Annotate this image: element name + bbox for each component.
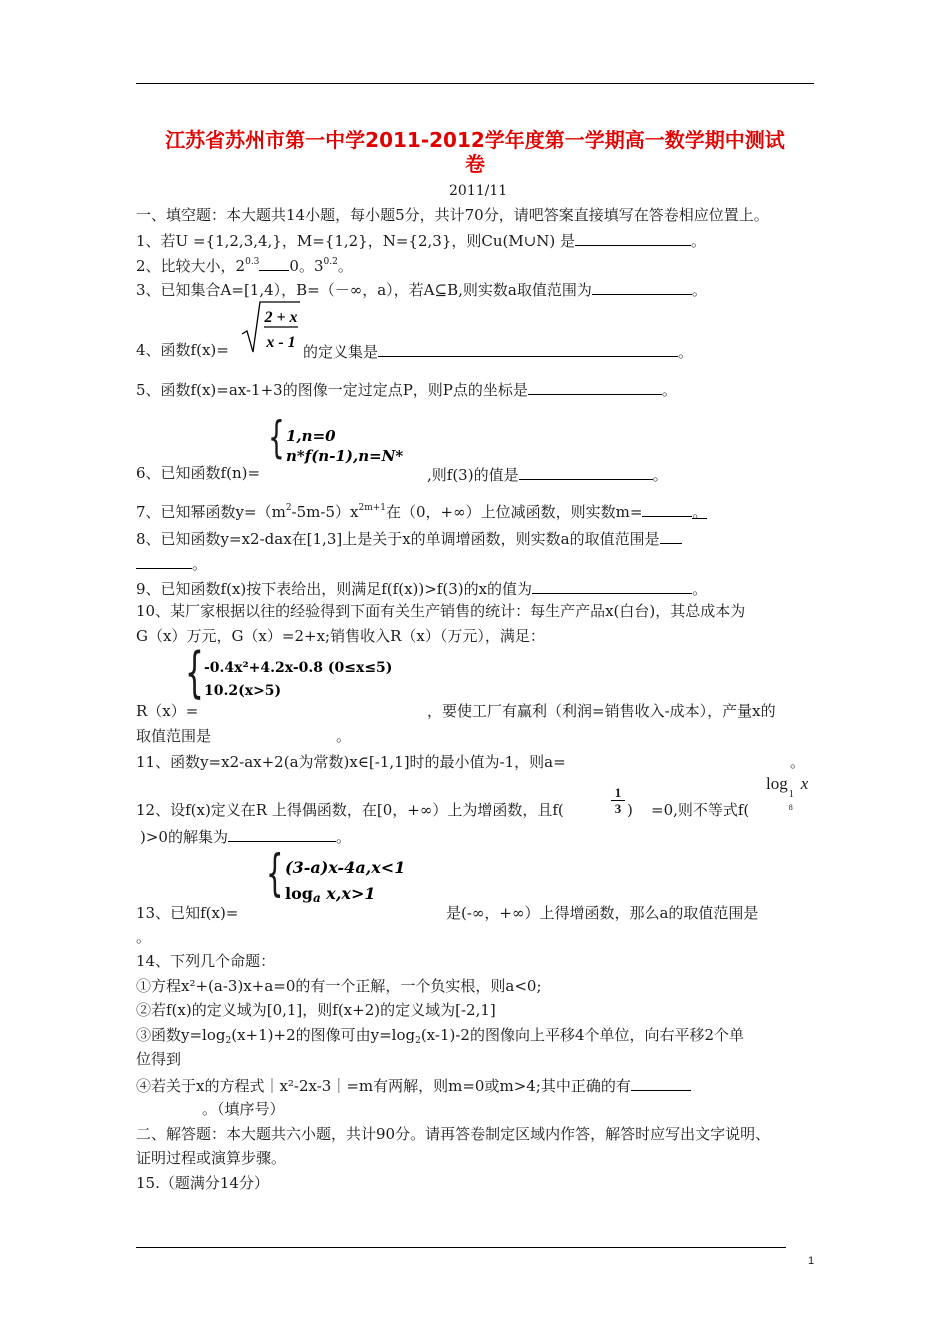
q5-text: 5、函数f(x)=ax-1+3的图像一定过定点P，则P点的坐标是 — [136, 381, 528, 399]
q12-close-paren: ) — [627, 801, 633, 819]
q12-log-var: x — [800, 774, 809, 793]
q2-part-b: 0。3 — [289, 257, 324, 275]
doc-title-line1: 江苏省苏州市第一中学2011-2012学年度第一学期高一数学期中测试 — [165, 128, 785, 152]
q12-log-base-den: 8 — [788, 803, 793, 812]
q8-tail: 。 — [192, 555, 208, 573]
q14-p3-a: ③函数y=log — [136, 1026, 226, 1044]
q12-fraction — [611, 785, 625, 816]
q10-post: ，要使工厂有赢利（利润=销售收入-成本），产量x的 — [427, 702, 776, 720]
q9-answer-blank — [532, 577, 692, 594]
q7-mid: -5m-5）x — [291, 503, 359, 521]
q14-intro: 14、下列几个命题： — [136, 952, 276, 970]
q4-post — [303, 340, 693, 362]
q8-text: 8、已知函数y=x2-dax在[1,3]上是关于x的单调增函数，则实数a的取值范围是 — [136, 530, 660, 548]
q13-case-2 — [285, 884, 375, 903]
q13-post: 是(-∞，+∞）上得增函数，那么a的取值范围是 — [446, 904, 759, 922]
q11-tail: 。 — [790, 753, 806, 771]
q7-pre: 7、已知幂函数y=（m — [136, 503, 286, 521]
question-8 — [136, 527, 682, 549]
q11-text: 11、函数y=x2-ax+2(a为常数)x∈[-1,1]时的最小值为-1，则a= — [136, 753, 566, 771]
header-rule — [136, 83, 814, 84]
q14-answer-blank — [631, 1074, 691, 1091]
q10-pre: R（x）= — [136, 702, 199, 720]
q12-fraction-num: 1 — [614, 785, 622, 800]
q2-part-a: 2、比较大小，2 — [136, 257, 246, 275]
q13-brace: { — [266, 844, 284, 902]
question-2 — [136, 254, 353, 276]
q14-p3-b: (x+1)+2的图像可由y=log — [231, 1026, 416, 1044]
q13-case-1: (3-a)x-4a,x<1 — [285, 858, 406, 877]
q7-answer-blank — [642, 500, 692, 517]
q4-sqrt-fraction — [240, 300, 302, 356]
q12-mid: =0,则不等式f( — [651, 801, 750, 819]
q7-tail: 。 — [692, 503, 708, 521]
footer-rule — [136, 1247, 786, 1248]
q10-brace: { — [185, 641, 204, 704]
q12-pre: 12、设f(x)定义在R 上得偶函数，在[0，+∞）上为增函数，且f( — [136, 801, 564, 819]
q14-p3-c: (x-1)-2的图像向上平移4个单位，向右平移2个单 — [420, 1026, 745, 1044]
q6-tail: 。 — [652, 466, 668, 484]
q6-answer-blank — [519, 463, 653, 480]
q4-answer-blank — [378, 340, 678, 357]
question-7 — [136, 500, 707, 522]
q14-p4-text: ④若关于x的方程式｜x²-2x-3｜=m有两解，则m=0或m>4;其中正确的有 — [136, 1077, 631, 1095]
q14-p3-line2: 位得到 — [136, 1050, 182, 1068]
q5-answer-blank — [528, 378, 662, 395]
q12-fraction-den: 3 — [611, 800, 625, 816]
q14-proposition-3 — [136, 1025, 744, 1045]
q4-denominator: x - 1 — [266, 334, 296, 351]
q12-line2-text: )>0的解集为 — [140, 828, 228, 846]
q9-tail: 。 — [692, 580, 708, 598]
q12-line2 — [140, 825, 351, 847]
q7-post: 在（0，+∞）上位减函数，则实数m= — [386, 503, 643, 521]
q6-case-2: n*f(n-1),n=N* — [286, 447, 404, 465]
q14-p3-sub-1: 2 — [225, 1036, 232, 1046]
q14-proposition-4 — [136, 1074, 691, 1096]
q13-case-2-log: log — [285, 884, 313, 903]
q1-tail: 。 — [691, 232, 707, 250]
q1-answer-blank — [575, 229, 691, 246]
q13-case-2-rest: x,x>1 — [320, 884, 376, 903]
q6-post-text: ,则f(3)的值是 — [427, 466, 519, 484]
q5-tail: 。 — [661, 381, 677, 399]
q2-tail: 。 — [337, 257, 353, 275]
section1-heading: 一、填空题：本大题共14小题，每小题5分，共计70分，请吧答案直接填写在答卷相应位置上。 — [136, 206, 769, 224]
q10-case-2: 10.2(x>5) — [204, 683, 282, 699]
doc-title-line2: 卷 — [465, 152, 485, 176]
q14-p4-line2: 。（填序号） — [202, 1100, 285, 1118]
question-1 — [136, 229, 706, 251]
q3-tail: 。 — [691, 281, 707, 299]
q7-m-exp: 2 — [285, 503, 292, 513]
q2-answer-blank — [259, 254, 289, 271]
q12-answer-blank — [228, 825, 336, 842]
section2-line2: 证明过程或演算步骤。 — [136, 1149, 287, 1167]
q8-line2 — [136, 552, 207, 574]
q10-case-1: -0.4x²+4.2x-0.8 (0≤x≤5) — [204, 660, 393, 676]
q12-log-word: log — [766, 774, 788, 793]
question-3 — [136, 278, 707, 300]
q12-log-expression — [766, 774, 809, 812]
q10-tail: 。 — [336, 727, 352, 745]
q12-log-base-num: 1 — [788, 789, 794, 800]
q6-post — [427, 463, 668, 485]
q13-line2: 。 — [136, 928, 152, 946]
q14-proposition-2: ②若f(x)的定义域为[0,1]，则f(x+2)的定义域为[-2,1] — [136, 1001, 496, 1019]
q4-post-text: 的定义集是 — [303, 343, 379, 361]
q10-line4-text: 取值范围是 — [136, 727, 212, 745]
doc-date: 2011/11 — [449, 183, 508, 199]
q10-line1: 10、某厂家根据以往的经验得到下面有关生产销售的统计：每生产产品x(白台)，其总成本为 — [136, 602, 746, 620]
q7-x-exp: 2m+1 — [358, 503, 386, 513]
q6-brace: { — [268, 412, 285, 463]
q13-case-2-base: a — [312, 891, 321, 905]
q9-text: 9、已知函数f(x)按下表给出，则满足f(f(x))>f(3)的x的值为 — [136, 580, 533, 598]
q10-line4 — [136, 726, 351, 746]
question-15: 15.（题满分14分） — [136, 1174, 269, 1192]
q4-numerator: 2 + x — [264, 309, 298, 326]
q3-answer-blank — [592, 278, 692, 295]
page-number: 1 — [808, 1255, 815, 1267]
q3-text: 3、已知集合A=[1,4），B=（－∞，a），若A⊆B,则实数a取值范围为 — [136, 281, 592, 299]
q6-pre: 6、已知函数f(n)= — [136, 464, 261, 482]
q1-text: 1、若U ={1,2,3,4,}，M={1,2}，N={2,3}，则Cu(M∪N) 是 — [136, 232, 576, 250]
question-5 — [136, 378, 677, 400]
question-11 — [136, 752, 566, 772]
q4-pre: 4、函数f(x)= — [136, 341, 229, 359]
q2-exp-b: 0.2 — [323, 257, 338, 267]
q4-tail: 。 — [678, 343, 694, 361]
q8-answer-blank-1 — [660, 527, 682, 544]
q12-tail: 。 — [335, 828, 351, 846]
q14-p3-sub-2: 2 — [415, 1036, 421, 1046]
question-9 — [136, 577, 707, 599]
q14-proposition-1: ①方程x²+(a-3)x+a=0的有一个正解，一个负实根，则a<0; — [136, 977, 542, 995]
q2-exp-a: 0.3 — [245, 257, 260, 267]
q10-line2: G（x）万元，G（x）=2+x;销售收入R（x）（万元），满足： — [136, 627, 545, 645]
q6-case-1: 1,n=0 — [286, 427, 336, 445]
q8-answer-blank-2 — [136, 552, 192, 569]
section2-line1: 二、解答题：本大题共六小题，共计90分。请再答卷制定区域内作答，解答时应写出文字说明、 — [136, 1125, 771, 1143]
q13-pre: 13、已知f(x)= — [136, 904, 239, 922]
